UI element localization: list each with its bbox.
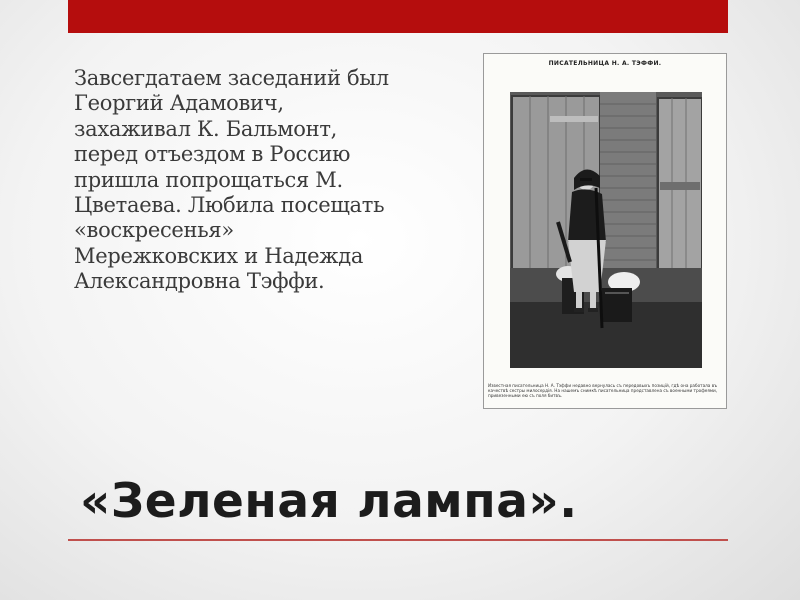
top-accent-bar	[68, 0, 728, 33]
body-text: Завсегдатаем заседаний был Георгий Адамович, захаживал К. Бальмонт, перед отъездом в Россию пришла попрощаться М. Цветаева. Любила посещать «воскресенья» Мережковских и Надежда Александровна Тэффи.	[74, 66, 389, 294]
photo-caption-description: Известная писательница Н. А. Тэффи недавно вернулась съ передовыхъ позицій, гдѣ она работала въ качествѣ сестры милосердія. На нашемъ снимкѣ писательница представлена съ военными трофеями, привезенными ею съ поля битвъ.	[488, 383, 718, 399]
photo-caption-title: ПИСАТЕЛЬНИЦА Н. А. ТЭФФИ.	[548, 60, 662, 67]
photo-card	[483, 53, 727, 409]
bottom-accent-line	[68, 539, 728, 541]
teffi-photo	[510, 92, 702, 418]
slide-heading: «Зеленая лампа».	[80, 474, 578, 529]
